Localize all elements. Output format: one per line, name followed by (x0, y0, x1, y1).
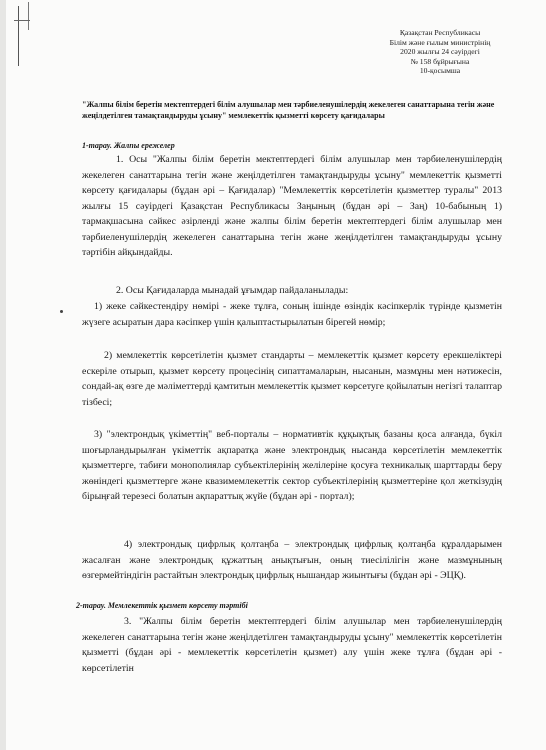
section-1-heading: 1-тарау. Жалпы ережелер (82, 141, 175, 150)
definition-item-2: 2) мемлекеттік көрсетілетін қызмет стандарты – мемлекеттік қызмет көрсету ерекшеліктері ескеріле отырып, қызмет көрсету процесінің сипаттамаларын, нысанын, мазмұны мен нәтижесін, сондай-ақ өзге де мәліметтерді қамтитын мемлекеттік қызмет көрсетуге қойылатын негізгі талаптар тізбесі; (82, 350, 502, 408)
paragraph-2: 2. Осы Қағидаларда мынадай ұғымдар пайдаланылады: (116, 285, 349, 296)
scan-mark (18, 6, 19, 66)
scan-edge (0, 0, 6, 750)
scan-mark (28, 2, 29, 30)
header-line: Қазақстан Республикасы (399, 28, 481, 37)
definition-item-1: 1) жеке сәйкестендіру нөмірі - жеке тұлға, соның ішінде өзіндік кәсіпкерлік түрінде қызметін жүзеге асыратын дара кәсіпкер үшін қалыптастырылатын бірегей нөмір; (82, 301, 502, 328)
header-line: Білім және ғылым министрінің (389, 37, 491, 47)
scan-mark (14, 20, 30, 21)
header-line: № 158 бұйрығына (410, 56, 470, 66)
document-title: "Жалпы білім беретін мектептердегі білім алушылар мен тәрбиеленушілердің жекелеген санаттарына тегін және жеңілдетілген тамақтандыруды ұсыну" мемлекеттік қызметті көрсету қағидалары (82, 100, 495, 120)
section-2-heading: 2-тарау. Мемлекеттік қызмет көрсету тәртібі (76, 601, 248, 610)
header-line: 2020 жылғы 24 сәуірдегі (400, 47, 480, 57)
definition-item-3: 3) "электрондық үкіметтің" веб-порталы – нормативтік құқықтық базаны қоса алғанда, бүкіл шоғырландырылған үкіметтік ақпаратқа және электрондық нысанда көрсетілетін мемлекеттік қызметтерге, табиғи монополиялар субъектілерінің желілеріне қосуға техникалық шарттарды беру жөніндегі қызметтерге және квазимемлекеттік сектор субъектілерінің қызметтеріне қол жеткізудің бірыңғай терезесі болатын ақпараттық жүйе (бұдан әрі - портал); (82, 429, 502, 502)
appendix-header (340, 28, 540, 76)
paragraph-3: 3. "Жалпы білім беретін мектептердегі білім алушылар мен тәрбиеленушілердің жекелеген санаттарына тегін және жеңілдетілген тамақтандыруды ұсыну" мемлекеттік көрсетілетін қызметті (бұдан әрі - мемлекеттік көрсетілетін қызмет) алу үшін жеке тұлға (бұдан әрі - көрсетілетін (82, 616, 502, 674)
header-line: 10-қосымша (419, 66, 461, 76)
scan-blot (60, 310, 63, 313)
paragraph-1: 1. Осы "Жалпы білім беретін мектептердегі білім алушылар мен тәрбиеленушілердің жекелеген санаттарына тегін және жеңілдетілген тамақтандыруды ұсыну" мемлекеттік қызметті көрсету қағидалары (бұдан әрі – Қағидалар) "Мемлекеттік көрсетілетін қызметтер туралы" 2013 жылғы 15 сәуірдегі Қазақстан Республикасы Заңының (бұдан әрі – Заң) 10-бабының 1) тармақшасына сәйкес әзірлендi және жалпы білім беретін мектептердегі білім алушылар мен тәрбиеленушілердің жекелеген санаттарына тегін және жеңілдетілген тамақтандыруды ұсыну тәртібін айқындайды. (82, 154, 502, 258)
definition-item-4: 4) электрондық цифрлық қолтаңба – электрондық цифрлық қолтаңба құралдарымен жасалған және электрондық құжаттың анықтығын, оның тиесілілігін және мазмұнының өзгермейтіндігін растайтын электрондық цифрлық нышандар жиынтығы (бұдан әрі - ЭЦҚ). (82, 539, 502, 581)
